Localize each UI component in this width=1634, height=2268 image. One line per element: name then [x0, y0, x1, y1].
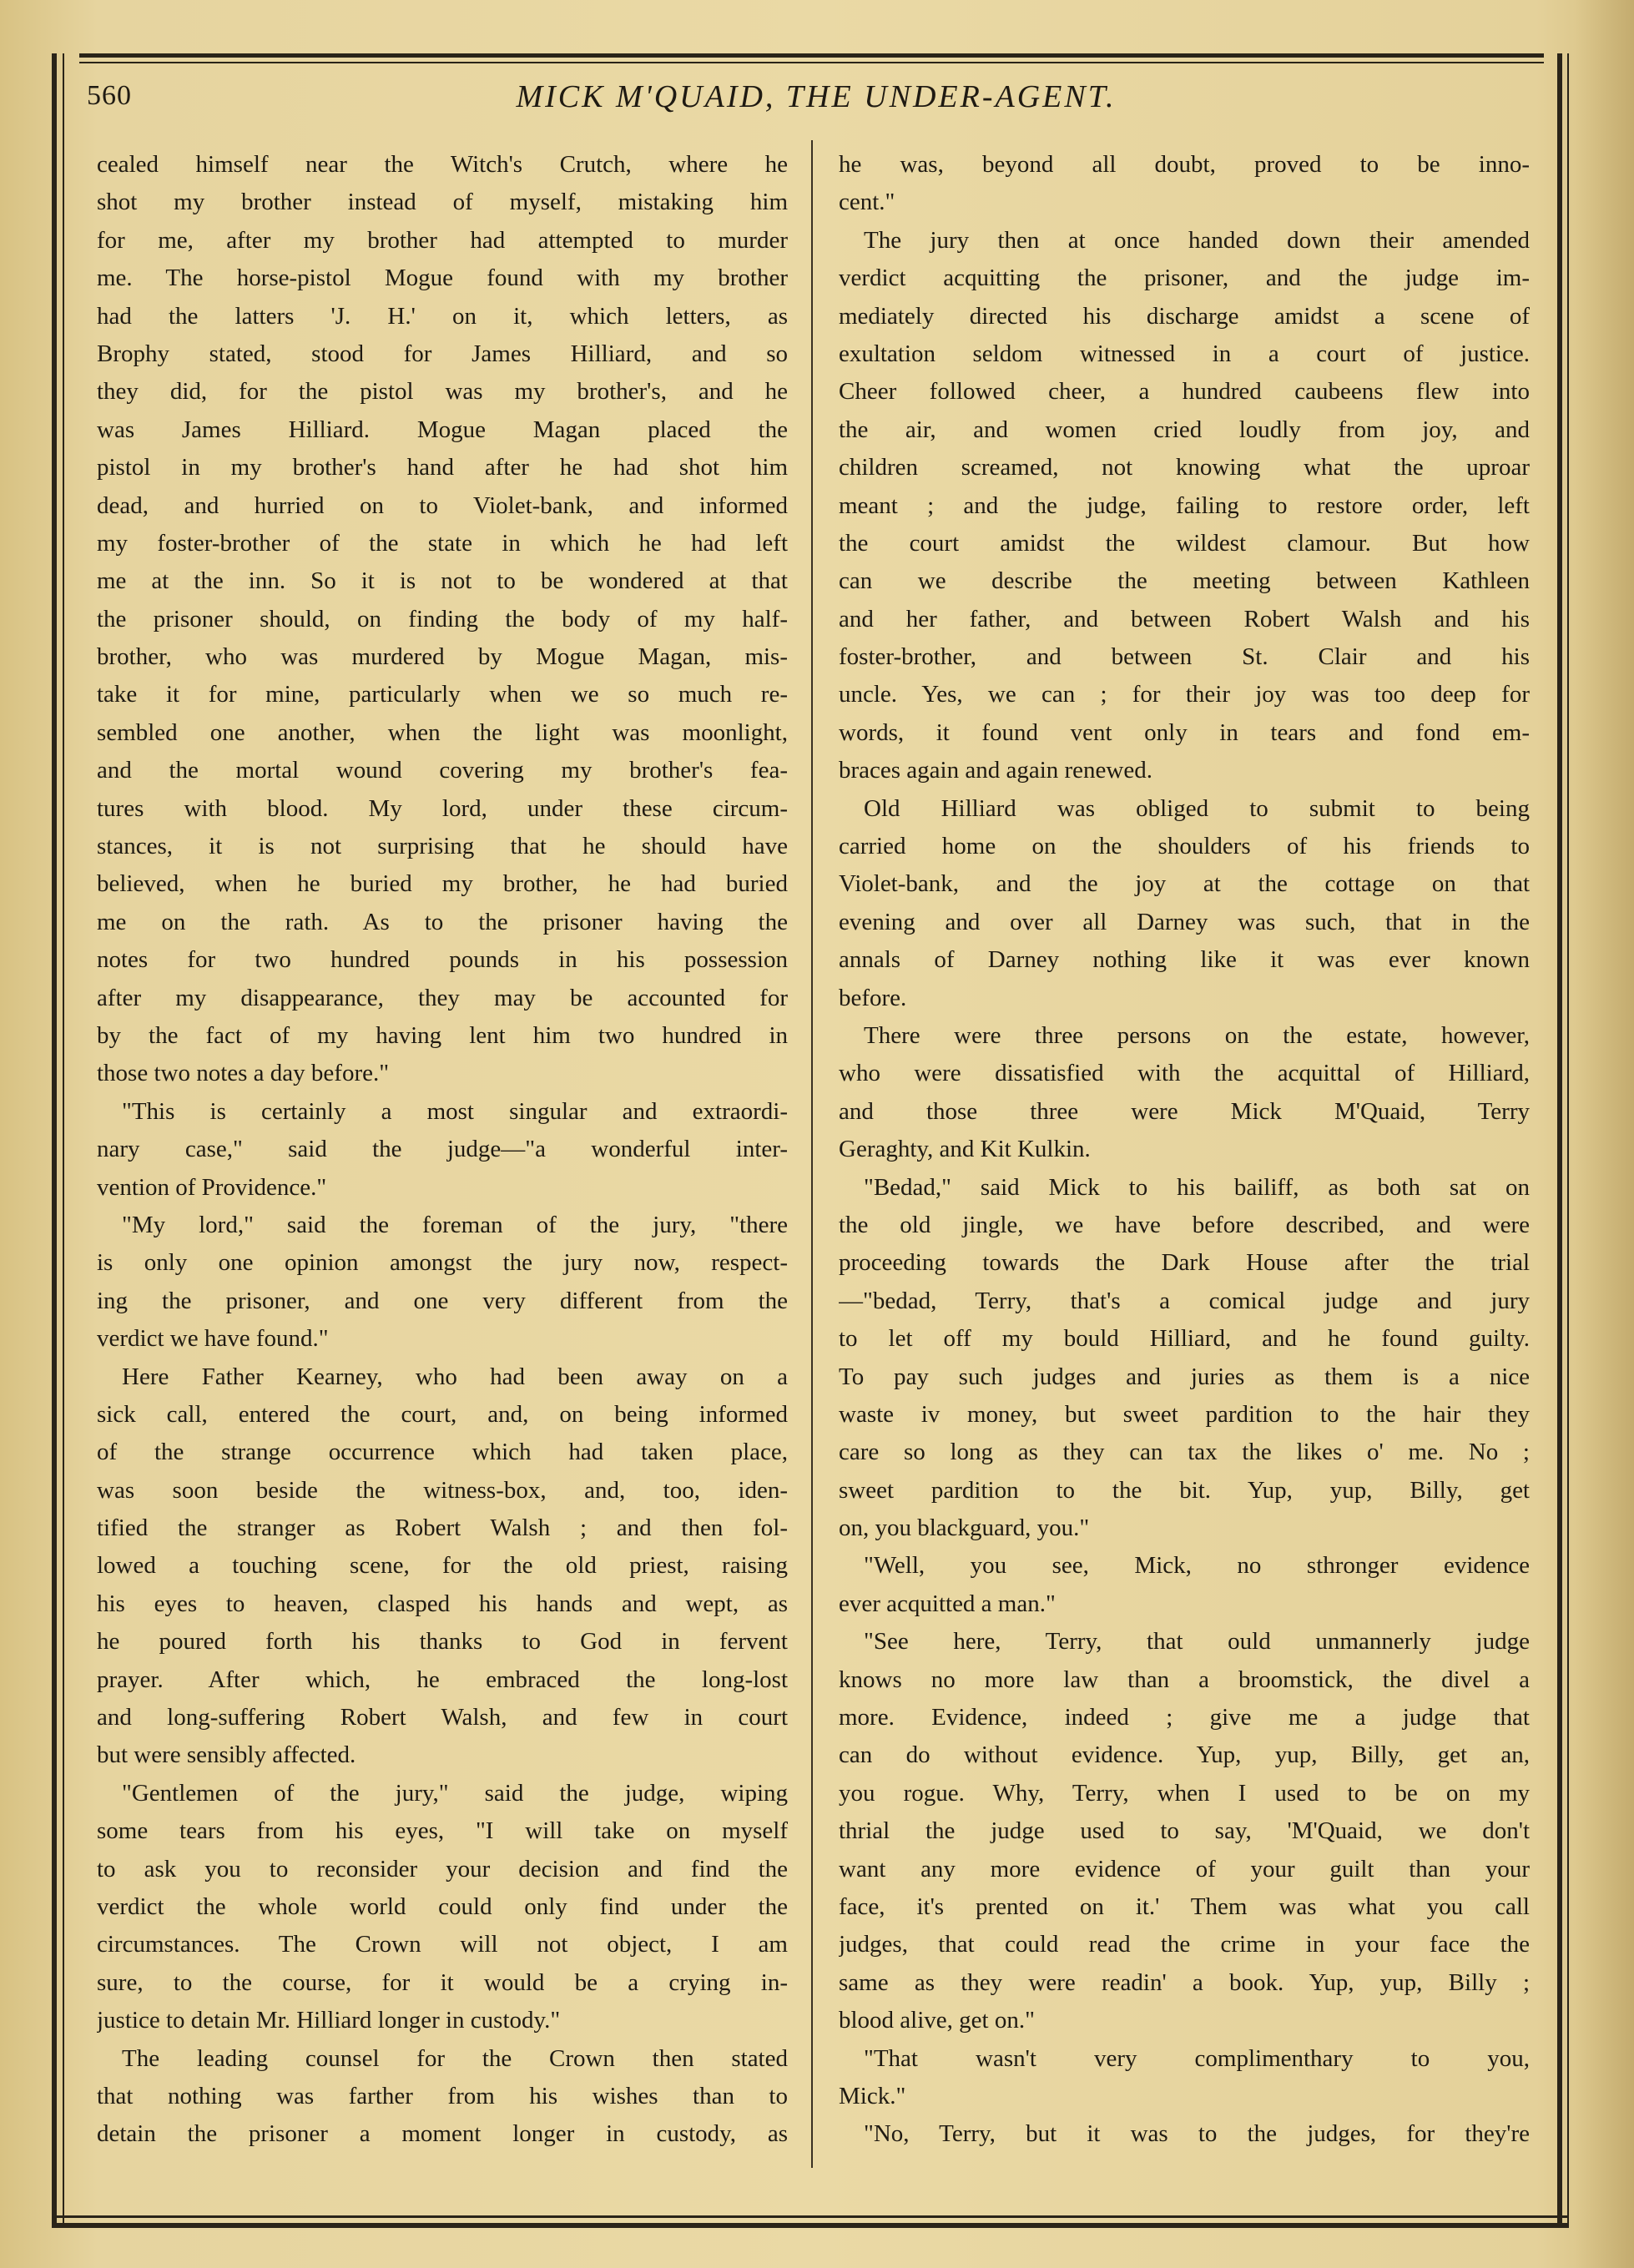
text-line: vention of Providence." — [97, 1173, 327, 1201]
text-line: sembled one another, when the light was moonlight, — [97, 718, 788, 746]
text-line: after my disappearance, they may be accounted for — [97, 984, 788, 1011]
text-line: cealed himself near the Witch's Crutch, where he — [97, 151, 788, 178]
text-line: the prisoner should, on finding the body of my half- — [97, 605, 788, 633]
text-line: braces again and again renewed. — [839, 757, 1152, 784]
text-line: verdict the whole world could only find under the — [97, 1893, 788, 1920]
text-line: ever acquitted a man." — [839, 1590, 1056, 1617]
text-line: annals of Darney nothing like it was ever known — [839, 946, 1530, 974]
text-line: carried home on the shoulders of his friends to — [839, 833, 1530, 860]
text-line: that nothing was farther from his wishes than to — [97, 2082, 788, 2109]
text-line: Here Father Kearney, who had been away on a — [122, 1363, 788, 1390]
text-line: on, you blackguard, you." — [839, 1515, 1090, 1542]
left-border-rule — [52, 53, 57, 2223]
text-line: you rogue. Why, Terry, when I used to be on my — [839, 1779, 1530, 1807]
text-line: Mick." — [839, 2082, 906, 2109]
left-border-rule-thin — [63, 53, 64, 2223]
text-line: those two notes a day before." — [97, 1060, 390, 1087]
text-line: Cheer followed cheer, a hundred caubeens flew into — [839, 378, 1530, 406]
text-line: more. Evidence, indeed ; give me a judge that — [839, 1704, 1530, 1731]
text-line: tures with blood. My lord, under these circum- — [97, 794, 788, 822]
text-line: can we describe the meeting between Kathleen — [839, 567, 1530, 595]
text-line: judges, that could read the crime in your face the — [839, 1931, 1530, 1958]
text-line: ing the prisoner, and one very different from the — [97, 1287, 788, 1314]
text-line: some tears from his eyes, "I will take on myself — [97, 1817, 788, 1845]
text-line: tified the stranger as Robert Walsh ; and then fol- — [97, 1515, 788, 1542]
text-line: stances, it is not surprising that he should have — [97, 833, 788, 860]
text-line: proceeding towards the Dark House after the trial — [839, 1249, 1530, 1277]
text-column-left — [97, 146, 788, 2207]
column-divider — [811, 140, 813, 2168]
text-line: Brophy stated, stood for James Hilliard, and so — [97, 340, 788, 367]
text-line: but were sensibly affected. — [97, 1741, 356, 1769]
text-line: sure, to the course, for it would be a crying in- — [97, 1968, 788, 1996]
text-line: take it for mine, particularly when we so much re- — [97, 681, 788, 708]
text-line: Old Hilliard was obliged to submit to being — [864, 794, 1530, 822]
text-line: "Gentlemen of the jury," said the judge, wiping — [122, 1779, 788, 1807]
page-header — [82, 77, 1551, 127]
text-line: sweet pardition to the bit. Yup, yup, Billy, get — [839, 1476, 1530, 1504]
text-line: who were dissatisfied with the acquittal of Hilliard, — [839, 1060, 1530, 1087]
text-line: The leading counsel for the Crown then stated — [122, 2044, 788, 2072]
text-line: me at the inn. So it is not to be wondered at that — [97, 567, 788, 595]
text-line: same as they were readin' a book. Yup, yup, Billy ; — [839, 1968, 1530, 1996]
text-line: foster-brother, and between St. Clair and his — [839, 643, 1530, 671]
text-line: the court amidst the wildest clamour. But how — [839, 529, 1530, 557]
text-line: he poured forth his thanks to God in fervent — [97, 1628, 788, 1656]
right-border-rule — [1557, 53, 1562, 2223]
text-line: evening and over all Darney was such, that in the — [839, 908, 1530, 935]
text-line: and her father, and between Robert Walsh and his — [839, 605, 1530, 633]
text-line: "Bedad," said Mick to his bailiff, as both sat on — [864, 1173, 1530, 1201]
top-border-rule-thin — [79, 62, 1544, 63]
text-line: lowed a touching scene, for the old priest, raising — [97, 1552, 788, 1580]
text-line: dead, and hurried on to Violet-bank, and informed — [97, 491, 788, 519]
text-line: he was, beyond all doubt, proved to be inno- — [839, 151, 1530, 178]
text-line: "No, Terry, but it was to the judges, for they're — [864, 2120, 1530, 2148]
text-line: me. The horse-pistol Mogue found with my brother — [97, 265, 788, 292]
text-line: verdict we have found." — [97, 1325, 329, 1353]
text-line: for me, after my brother had attempted to murder — [97, 226, 788, 254]
text-line: was James Hilliard. Mogue Magan placed the — [97, 416, 788, 443]
text-line: and those three were Mick M'Quaid, Terry — [839, 1097, 1530, 1125]
text-line: had the latters 'J. H.' on it, which letters, as — [97, 302, 788, 330]
text-line: and the mortal wound covering my brother's fea- — [97, 757, 788, 784]
text-line: of the strange occurrence which had taken place, — [97, 1439, 788, 1466]
text-line: nary case," said the judge—"a wonderful inter- — [97, 1136, 788, 1163]
top-border-rule — [79, 53, 1544, 58]
text-line: blood alive, get on." — [839, 2007, 1035, 2034]
bottom-border-rule-thin — [52, 2215, 1569, 2218]
text-line: Geraghty, and Kit Kulkin. — [839, 1136, 1091, 1163]
text-line: mediately directed his discharge amidst a scene of — [839, 302, 1530, 330]
text-line: The jury then at once handed down their amended — [864, 226, 1530, 254]
text-line: the air, and women cried loudly from joy, and — [839, 416, 1530, 443]
text-column-right — [839, 146, 1530, 2207]
text-line: notes for two hundred pounds in his possession — [97, 946, 788, 974]
text-line: knows no more law than a broomstick, the divel a — [839, 1666, 1530, 1693]
text-line: his eyes to heaven, clasped his hands and wept, as — [97, 1590, 788, 1617]
text-line: can do without evidence. Yup, yup, Billy, get an, — [839, 1741, 1530, 1769]
text-line: to let off my bould Hilliard, and he found guilty. — [839, 1325, 1530, 1353]
text-line: There were three persons on the estate, however, — [864, 1021, 1530, 1049]
text-line: by the fact of my having lent him two hundred in — [97, 1021, 788, 1049]
text-line: Violet-bank, and the joy at the cottage on that — [839, 870, 1530, 898]
text-line: verdict acquitting the prisoner, and the judge im- — [839, 265, 1530, 292]
text-line: was soon beside the witness-box, and, too, iden- — [97, 1476, 788, 1504]
text-line: uncle. Yes, we can ; for their joy was too deep for — [839, 681, 1530, 708]
text-line: cent." — [839, 189, 895, 216]
text-line: To pay such judges and juries as them is a nice — [839, 1363, 1530, 1390]
text-line: waste iv money, but sweet pardition to the hair they — [839, 1400, 1530, 1428]
text-line: my foster-brother of the state in which he had left — [97, 529, 788, 557]
text-line: "See here, Terry, that ould unmannerly judge — [864, 1628, 1530, 1656]
text-line: meant ; and the judge, failing to restore order, left — [839, 491, 1530, 519]
text-line: shot my brother instead of myself, mistaking him — [97, 189, 788, 216]
text-line: brother, who was murdered by Mogue Magan, mis- — [97, 643, 788, 671]
page-number: 560 — [87, 80, 132, 111]
text-line: pistol in my brother's hand after he had shot him — [97, 454, 788, 481]
right-border-rule-thin — [1567, 53, 1569, 2223]
text-line: "That wasn't very complimenthary to you, — [864, 2044, 1530, 2072]
text-line: care so long as they can tax the likes o' me. No ; — [839, 1439, 1530, 1466]
text-line: believed, when he buried my brother, he had buried — [97, 870, 788, 898]
text-line: prayer. After which, he embraced the long-lost — [97, 1666, 788, 1693]
text-line: they did, for the pistol was my brother's, and he — [97, 378, 788, 406]
text-line: is only one opinion amongst the jury now, respect- — [97, 1249, 788, 1277]
bottom-border-rule — [52, 2223, 1569, 2228]
text-line: "Well, you see, Mick, no sthronger evidence — [864, 1552, 1530, 1580]
text-line: "This is certainly a most singular and extraordi- — [122, 1097, 788, 1125]
text-line: —"bedad, Terry, that's a comical judge and jury — [839, 1287, 1530, 1314]
text-line: justice to detain Mr. Hilliard longer in custody." — [97, 2007, 561, 2034]
page-edge-shadow — [1576, 0, 1634, 2268]
text-line: thrial the judge used to say, 'M'Quaid, we don't — [839, 1817, 1530, 1845]
running-title: MICK M'QUAID, THE UNDER-AGENT. — [516, 79, 1117, 114]
text-line: and long-suffering Robert Walsh, and few in court — [97, 1704, 788, 1731]
text-line: me on the rath. As to the prisoner having the — [97, 908, 788, 935]
text-line: circumstances. The Crown will not object, I am — [97, 1931, 788, 1958]
text-line: sick call, entered the court, and, on being informed — [97, 1400, 788, 1428]
text-line: before. — [839, 984, 907, 1011]
text-line: the old jingle, we have before described, and were — [839, 1211, 1530, 1238]
text-line: words, it found vent only in tears and fond em- — [839, 718, 1530, 746]
text-line: detain the prisoner a moment longer in custody, as — [97, 2120, 788, 2148]
text-line: want any more evidence of your guilt than your — [839, 1855, 1530, 1882]
text-line: exultation seldom witnessed in a court of justice. — [839, 340, 1530, 367]
text-line: "My lord," said the foreman of the jury, "there — [122, 1211, 788, 1238]
text-line: children screamed, not knowing what the uproar — [839, 454, 1530, 481]
text-line: face, it's prented on it.' Them was what you call — [839, 1893, 1530, 1920]
text-line: to ask you to reconsider your decision and find the — [97, 1855, 788, 1882]
